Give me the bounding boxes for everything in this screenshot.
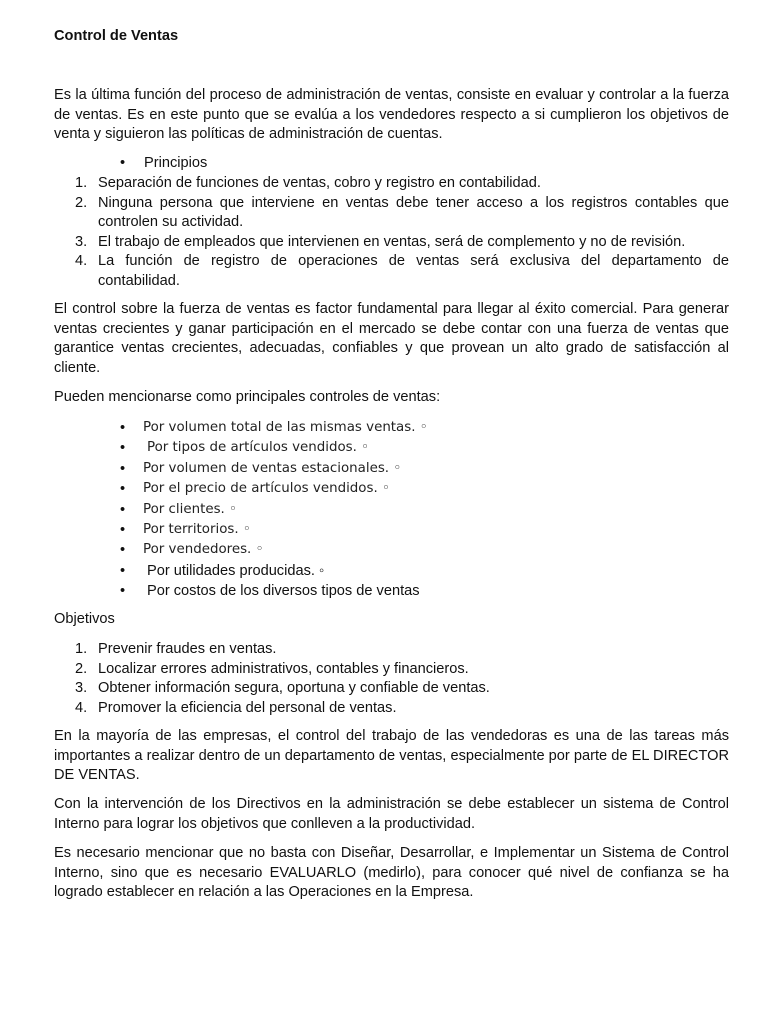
control-item: • Por volumen total de las mismas ventas. ◦ bbox=[54, 418, 729, 438]
control-item: • Por utilidades producidas. ◦ bbox=[54, 561, 729, 581]
evaluation-paragraph: Es necesario mencionar que no basta con Diseñar, Desarrollar, e Implementar un Sistema de Control Interno, sino que es necesario EVALUARLO (medirlo), para conocer qué nivel de confianza se ha logrado establecer en relación a las Operaciones en la Empresa. bbox=[54, 845, 729, 900]
control-item: • Por el precio de artículos vendidos. ◦ bbox=[54, 479, 729, 499]
principle-item: 3. El trabajo de empleados que intervienen en ventas, será de complemento y no de revisión. bbox=[75, 233, 686, 250]
control-item: • Por clientes. ◦ bbox=[54, 500, 729, 520]
bullet-icon: • bbox=[120, 460, 126, 477]
controls-intro: Pueden mencionarse como principales controles de ventas: bbox=[54, 389, 441, 405]
objective-item: 2. Localizar errores administrativos, contables y financieros. bbox=[75, 660, 469, 677]
sales-force-paragraph: El control sobre la fuerza de ventas es factor fundamental para llegar al éxito comercial. Para generar ventas crecientes y ganar participación en el mercado se debe contar con una fuerza de ventas que garantice ventas crecientes, adecuadas, confiables y que provean un alto grado de satisfacción al cliente. bbox=[54, 301, 729, 376]
objective-item: 1. Prevenir fraudes en ventas. bbox=[75, 641, 277, 657]
bullet-icon: • bbox=[120, 562, 126, 579]
bullet-icon: • bbox=[120, 583, 126, 600]
principles-heading-list bbox=[54, 154, 729, 174]
bullet-icon: • bbox=[120, 440, 126, 457]
control-item: • Por volumen de ventas estacionales. ◦ bbox=[54, 459, 729, 479]
principles-heading: • Principios bbox=[54, 154, 729, 174]
bullet-icon: • bbox=[120, 501, 126, 518]
objectives-heading: Objetivos bbox=[54, 611, 115, 627]
objective-item: 4. Promover la eficiencia del personal de ventas. bbox=[75, 699, 397, 716]
principles-list bbox=[54, 174, 729, 291]
intro-paragraph: Es la última función del proceso de administración de ventas, consiste en evaluar y controlar a la fuerza de ventas. Es en este punto que se evalúa a los vendedores respecto a si cumplieron los objetivos de venta y siguieron las políticas de administración de cuentas. bbox=[54, 87, 729, 142]
document-title: Control de Ventas bbox=[54, 28, 179, 44]
control-item: • Por costos de los diversos tipos de ventas bbox=[54, 581, 729, 601]
bullet-icon: • bbox=[120, 155, 126, 171]
directors-paragraph: Con la intervención de los Directivos en la administración se debe establecer un sistema de Control Interno para lograr los objetivos que conlleven a la productividad. bbox=[54, 796, 729, 832]
principle-item: 4. La función de registro de operaciones de ventas será exclusiva del departamento de contabilidad. bbox=[75, 253, 729, 289]
control-item: • Por territorios. ◦ bbox=[54, 520, 729, 540]
bullet-icon: • bbox=[120, 420, 126, 436]
objectives-list bbox=[54, 640, 729, 718]
bullet-icon: • bbox=[120, 481, 126, 498]
companies-paragraph: En la mayoría de las empresas, el control del trabajo de las vendedoras es una de las tareas más importantes a realizar dentro de un departamento de ventas, especialmente por parte de EL DIRECTOR DE VENTAS. bbox=[54, 728, 729, 783]
objective-item: 3. Obtener información segura, oportuna y confiable de ventas. bbox=[75, 680, 490, 696]
control-item: • Por tipos de artículos vendidos. ◦ bbox=[54, 438, 729, 458]
control-item: • Por vendedores. ◦ bbox=[54, 540, 729, 560]
controls-list bbox=[54, 418, 729, 602]
principle-item: 1. Separación de funciones de ventas, cobro y registro en contabilidad. bbox=[75, 175, 541, 191]
principle-item: 2. Ninguna persona que interviene en ventas debe tener acceso a los registros contables que controlen su actividad. bbox=[75, 194, 729, 230]
bullet-icon: • bbox=[120, 521, 126, 538]
bullet-icon: • bbox=[120, 542, 126, 559]
